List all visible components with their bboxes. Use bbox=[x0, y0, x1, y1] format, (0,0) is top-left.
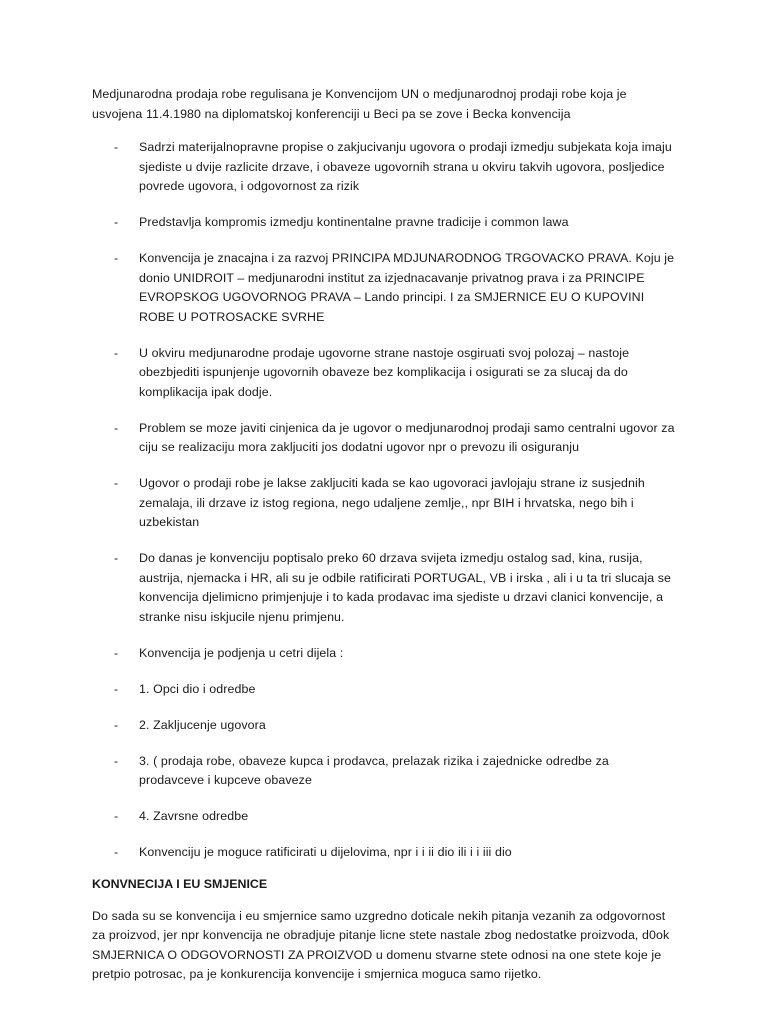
bullet-list bbox=[92, 138, 676, 863]
list-item-text: 4. Zavrsne odredbe bbox=[139, 809, 249, 823]
list-item bbox=[92, 644, 676, 664]
list-item-text: Problem se moze javiti cinjenica da je ugovor o medjunarodnoj prodaji samo centralni ugovor za ciju se realizaciju mora zakljuciti jos dodatni ugovor npr o prevozu ili osiguranju bbox=[139, 420, 675, 454]
bullet-marker: - bbox=[114, 551, 119, 565]
bullet-marker: - bbox=[114, 753, 119, 768]
section-heading: KONVNECIJA I EU SMJENICE bbox=[92, 877, 268, 891]
list-item-text: 1. Opci dio i odredbe bbox=[139, 681, 256, 696]
list-item bbox=[92, 680, 676, 700]
bullet-marker: - bbox=[114, 681, 119, 696]
list-item bbox=[92, 807, 676, 827]
list-item-text: Ugovor o prodaji robe je lakse zakljuciti kada se kao ugovoraci javlojaju strane iz susjednih zemalaja, ili drzave iz istog regiona, nego udaljene zemlje,, npr BIH i hrvatska, nego bih i uzbekistan bbox=[139, 476, 645, 529]
intro-paragraph: Medjunarodna prodaja robe regulisana je Konvencijom UN o medjunarodnoj prodaji robe koja je usvojena 11.4.1980 na diplomatskoj konferenciji u Beci pa se zove i Becka konvencija bbox=[92, 87, 627, 121]
bullet-marker: - bbox=[114, 140, 119, 154]
list-item bbox=[92, 474, 676, 533]
list-item bbox=[92, 419, 676, 458]
list-item bbox=[92, 213, 676, 233]
list-item bbox=[92, 249, 676, 327]
bullet-marker: - bbox=[114, 420, 119, 435]
list-item-text: Sadrzi materijalnopravne propise o zakjucivanju ugovora o prodaji izmedju subjekata koja imaju sjediste u dvije razlicite drzave, i obaveze ugovornih strana u okviru takvih ugovora, posljedice povrede ugovora, i odgovornost za rizik bbox=[139, 140, 672, 193]
list-item-text: 3. ( prodaja robe, obaveze kupca i prodavca, prelazak rizika i zajednicke odredbe za prodavceve i kupceve obaveze bbox=[139, 753, 609, 787]
list-item-text: 2. Zakljucenje ugovora bbox=[139, 717, 266, 732]
bullet-marker: - bbox=[114, 845, 119, 859]
list-item-text: Konvenciju je moguce ratificirati u dijelovima, npr i i ii dio ili i i iii dio bbox=[139, 845, 512, 859]
bullet-marker: - bbox=[114, 215, 119, 229]
list-item bbox=[92, 138, 676, 197]
list-item bbox=[92, 716, 676, 736]
list-item bbox=[92, 549, 676, 627]
bullet-marker: - bbox=[114, 251, 119, 265]
list-item-text: Do danas je konvenciju poptisalo preko 60 drzava svijeta izmedju ostalog sad, kina, rusija, austrija, njemacka i HR, ali su je odbile ratificirati PORTUGAL, VB i irska , ali i u ta tri slucaja se konvencija djelimicno primjenjuje i to kada prodavac ima sjediste u drzavi clanici konvencije, a stranke nisu iskjucile njenu primjenu. bbox=[139, 551, 672, 624]
list-item-text: U okviru medjunarodne prodaje ugovorne strane nastoje osgiruati svoj polozaj – nastoje obezbjediti ispunjenje ugovornih obaveze bez komplikacija i osigurati se za slucaj da do komplikacija ipak dodje. bbox=[139, 345, 630, 399]
bullet-marker: - bbox=[114, 645, 119, 660]
bullet-marker: - bbox=[114, 345, 119, 360]
list-item bbox=[92, 752, 676, 791]
list-item-text: Konvencija je znacajna i za razvoj PRINCIPA MDJUNARODNOG TRGOVACKO PRAVA. Koju je donio UNIDROIT – medjunarodni institut za izjednacavanje privatnog prava i za PRINCIPE EVROPSKOG UGOVORNOG PRAVA – Lando principi. I za SMJERNICE EU O KUPOVINI ROBE U POTROSACKE SVRHE bbox=[139, 251, 675, 324]
list-item-text: Konvencija je podjenja u cetri dijela : bbox=[139, 645, 344, 660]
list-item bbox=[92, 843, 676, 863]
list-item bbox=[92, 344, 676, 403]
bullet-marker: - bbox=[114, 809, 119, 823]
bullet-marker: - bbox=[114, 476, 119, 490]
list-item-text: Predstavlja kompromis izmedju kontinentalne pravne tradicije i common lawa bbox=[139, 215, 569, 229]
closing-paragraph: Do sada su se konvencija i eu smjernice samo uzgredno doticale nekih pitanja vezanih za odgovornost za proizvod, jer npr konvencija ne obradjuje pitanje licne stete nastale zbog nedostatke proizvoda, d0ok SMJERNICA O ODGOVORNOSTI ZA PROIZVOD u domenu stvarne stete odnosi na one stete koje je pretpio potrosac, pa je konkurencija konvencije i smjernica moguca samo rijetko. bbox=[92, 908, 670, 981]
bullet-marker: - bbox=[114, 717, 119, 732]
